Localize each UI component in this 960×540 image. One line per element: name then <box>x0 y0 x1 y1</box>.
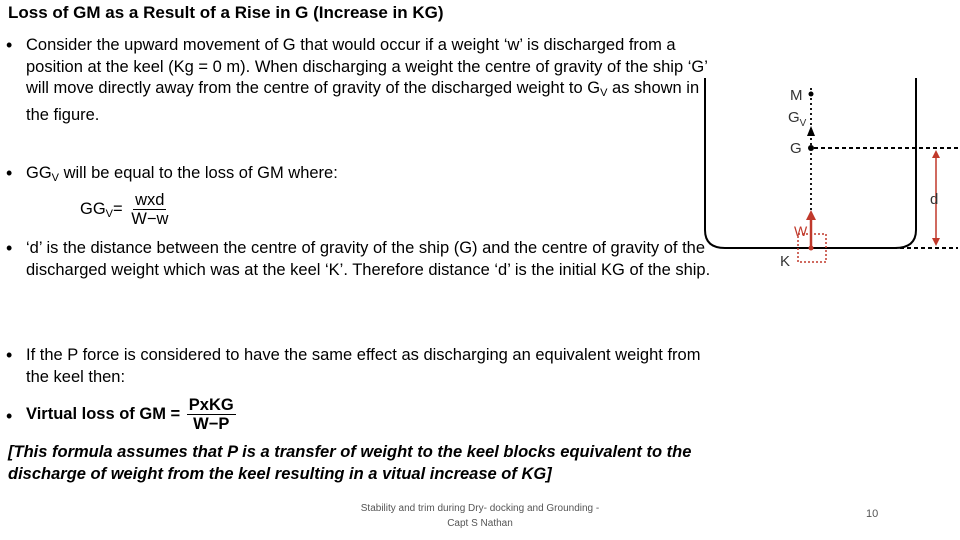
footer-line-1: Stability and trim during Dry- docking and Grounding - <box>360 503 600 514</box>
formula-virtual-loss-numerator: PxKG <box>188 396 234 414</box>
bullet-marker: • <box>6 238 13 258</box>
ggv-text-end: will be equal to the loss of GM where: <box>59 164 338 182</box>
paragraph-consider-end: as shown in the figure. <box>26 79 700 124</box>
formula-virtual-loss <box>26 396 716 433</box>
gv-subscript: V <box>600 87 608 99</box>
weight-arrowhead <box>806 210 816 220</box>
slide-title: Loss of GM as a Result of a Rise in G (Increase in KG) <box>8 3 444 22</box>
paragraph-distance-d: ‘d’ is the distance between the centre of gravity of the ship (G) and the centre of gravity of the discharged weight which was at the keel ‘K’. Therefore distance ‘d’ is the initial KG of the ship. <box>26 239 711 279</box>
label-d: d <box>930 191 939 208</box>
m-point <box>809 92 814 97</box>
label-m: M <box>790 87 803 104</box>
d-arrowhead-bottom <box>932 238 940 246</box>
formula-assumption-note: [This formula assumes that P is a transfer of weight to the keel blocks equivalent to the discharge of weight from the keel resulting in a vitual increase of KG] <box>8 443 692 483</box>
label-gv <box>788 109 807 129</box>
label-k: K <box>780 253 791 270</box>
formula-virtual-loss-lhs: Virtual loss of GM = <box>26 404 181 423</box>
bullet-marker: • <box>6 163 13 183</box>
formula-ggv <box>80 191 280 228</box>
label-gv-sub: V <box>799 118 807 129</box>
formula-ggv-lhs: GG <box>80 199 106 218</box>
paragraph-p-force: If the P force is considered to have the same effect as discharging an equivalent weight from the keel then: <box>26 346 701 386</box>
g-to-gv-arrowhead <box>807 126 815 136</box>
label-g: G <box>790 140 802 157</box>
ggv-subscript: V <box>51 172 60 184</box>
g-point <box>808 145 814 151</box>
formula-virtual-loss-fraction <box>187 396 236 433</box>
paragraph-consider-text: Consider the upward movement of G that would occur if a weight ‘w’ is discharged from a position at the keel (Kg = 0 m). When discharging a weight the centre of gravity of the ship ‘G’ will move directly away from the centre of gravity of the discharged weight to G <box>26 36 708 97</box>
label-gv-main: G <box>788 109 800 126</box>
label-w: W <box>794 223 808 239</box>
d-arrowhead-top <box>932 150 940 158</box>
page-number: 10 <box>866 508 879 520</box>
formula-virtual-loss-denominator: W−P <box>193 415 230 433</box>
footer-line-2: Capt S Nathan <box>447 518 513 529</box>
bullet-marker: • <box>6 406 13 426</box>
ggv-text: GG <box>26 164 52 182</box>
footer <box>340 501 620 531</box>
paragraph-ggv <box>26 163 716 190</box>
paragraph-consider <box>26 35 716 126</box>
ship-section-diagram <box>700 70 958 270</box>
bullet-marker: • <box>6 345 13 365</box>
formula-ggv-lhs-sub: V <box>105 207 114 220</box>
bullet-marker: • <box>6 35 13 55</box>
formula-ggv-numerator: wxd <box>135 191 165 209</box>
formula-ggv-fraction <box>129 191 170 228</box>
k-point <box>809 246 814 251</box>
formula-ggv-eq: = <box>113 199 123 218</box>
formula-ggv-denominator: W−w <box>131 210 169 228</box>
